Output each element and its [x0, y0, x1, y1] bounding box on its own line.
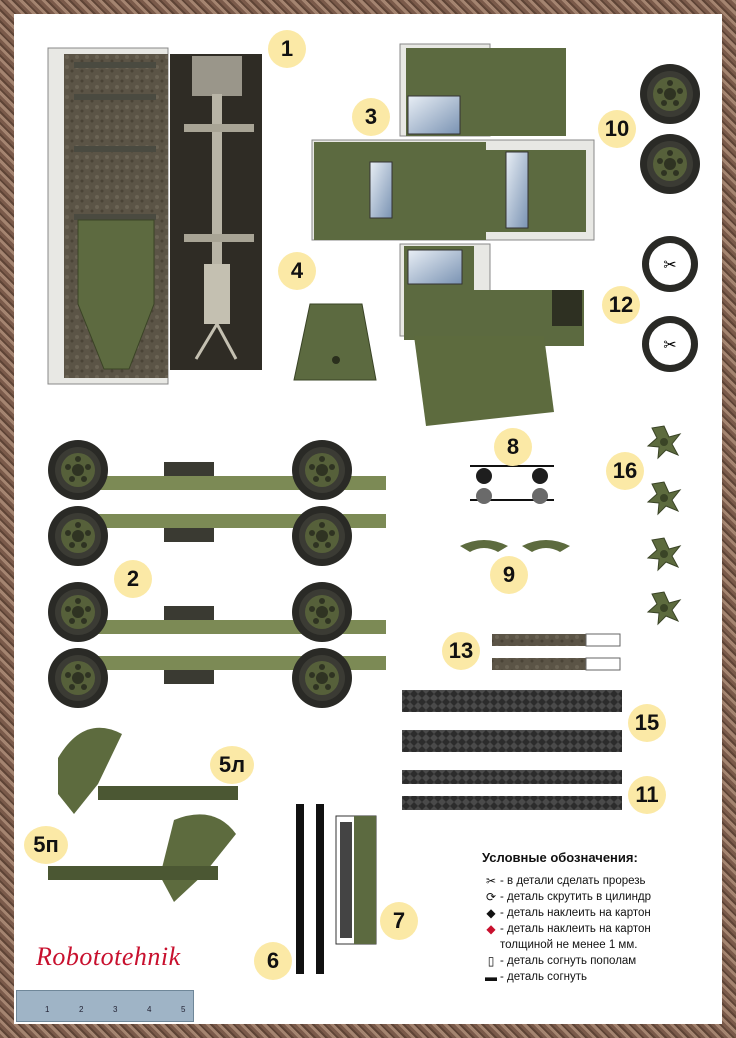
- part-15-label: 15: [628, 704, 666, 742]
- legend-row: [482, 953, 722, 969]
- part-9-fenders: [460, 540, 570, 552]
- part-5p-strip: [48, 814, 236, 902]
- part-16-star-3: [648, 538, 680, 570]
- cardboard-icon: ◆: [486, 906, 496, 920]
- fold-line-icon: ▬: [485, 970, 497, 984]
- ruler-mark: 1: [45, 1005, 50, 1014]
- part-11-label: 11: [628, 776, 666, 814]
- part-15-treads: [402, 690, 622, 752]
- legend: [482, 850, 722, 985]
- legend-text: толщиной не менее 1 мм.: [500, 939, 638, 951]
- ruler-mark: 2: [79, 1005, 84, 1014]
- fold-half-icon: ▯: [487, 954, 495, 968]
- legend-text: - в детали сделать прорезь: [500, 875, 646, 887]
- part-16-star-4: [648, 592, 680, 624]
- part-13-strips: [492, 634, 620, 670]
- legend-row: [482, 889, 722, 905]
- part-7-label: 7: [380, 902, 418, 940]
- legend-row: [482, 969, 722, 985]
- part-7-panel: [336, 816, 376, 944]
- part-16-label: 16: [606, 452, 644, 490]
- part-9-label: 9: [490, 556, 528, 594]
- part-16-star-1: [648, 426, 680, 458]
- part-5l-label: 5л: [210, 746, 254, 784]
- ruler-mark: 5: [181, 1005, 186, 1014]
- part-10-wheel-bottom: [640, 134, 700, 194]
- part-5p-label: 5п: [24, 826, 68, 864]
- legend-row: [482, 937, 722, 953]
- ruler-mark: 4: [147, 1005, 152, 1014]
- part-4-panel: [294, 304, 376, 380]
- part-11-treads: [402, 770, 622, 810]
- scissors-icon: ✂: [485, 874, 497, 888]
- part-13-label: 13: [442, 632, 480, 670]
- legend-text: - деталь скрутить в цилиндр: [500, 891, 652, 903]
- part-6-label: 6: [254, 942, 292, 980]
- thick-cardboard-icon: ◆: [486, 922, 496, 936]
- part-1-label: 1: [268, 30, 306, 68]
- legend-text: - деталь наклеить на картон: [500, 907, 651, 919]
- part-2-label: 2: [114, 560, 152, 598]
- part-6-rails: [296, 804, 324, 974]
- part-8-bumper: [470, 466, 554, 504]
- legend-text: - деталь согнуть пополам: [500, 955, 637, 967]
- legend-row: [482, 921, 722, 937]
- part-2-axles: [48, 440, 386, 708]
- template-sheet: [7, 7, 722, 1024]
- legend-title: Условные обозначения:: [482, 850, 638, 865]
- parts-drawing: ✂: [14, 14, 722, 1024]
- part-12-wheel-top: [642, 236, 698, 292]
- legend-text: - деталь наклеить на картон: [500, 923, 651, 935]
- part-8-label: 8: [494, 428, 532, 466]
- part-12-wheel-bottom: [642, 316, 698, 372]
- part-3-label: 3: [352, 98, 390, 136]
- part-4-label: 4: [278, 252, 316, 290]
- brand-logo: Robototehnik: [36, 942, 181, 971]
- part-1-frame: [48, 48, 262, 384]
- legend-row: [482, 873, 722, 889]
- legend-row: [482, 905, 722, 921]
- part-10-wheel-top: [640, 64, 700, 124]
- legend-text: - деталь согнуть: [500, 971, 588, 983]
- part-12-label: 12: [602, 286, 640, 324]
- part-16-star-2: [648, 482, 680, 514]
- part-10-label: 10: [598, 110, 636, 148]
- cylinder-roll-icon: ⟳: [485, 890, 497, 904]
- ruler: [16, 990, 194, 1022]
- ruler-mark: 3: [113, 1005, 118, 1014]
